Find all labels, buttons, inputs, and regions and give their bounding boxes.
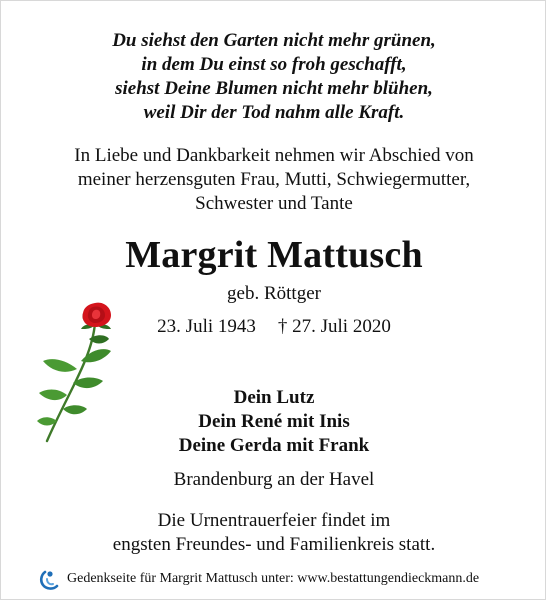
poem-line-2: in dem Du einst so froh geschafft, — [141, 54, 407, 75]
poem-line-1: Du siehst den Garten nicht mehr grünen, — [112, 30, 436, 51]
mourner-2: Dein René mit Inis — [198, 411, 350, 432]
intro-line-1: In Liebe und Dankbarkeit nehmen wir Abschied von — [74, 145, 474, 166]
intro-line-3: Schwester und Tante — [195, 193, 353, 214]
memorial-logo-icon — [39, 568, 61, 590]
poem-line-3: siehst Deine Blumen nicht mehr blühen, — [115, 78, 433, 99]
ceremony-line-1: Die Urnentrauerfeier findet im — [157, 510, 391, 531]
place: Brandenburg an der Havel — [173, 469, 375, 490]
memorial-footer — [39, 567, 479, 591]
birth-name: geb. Röttger — [227, 283, 321, 304]
deceased-name: Margrit Mattusch — [125, 234, 423, 276]
birth-date: 23. Juli 1943 — [157, 316, 256, 337]
mourner-3: Deine Gerda mit Frank — [178, 435, 370, 456]
memorial-link[interactable]: Gedenkseite für Margrit Mattusch unter: www.bestattungendieckmann.de — [67, 571, 480, 586]
intro-line-2: meiner herzensguten Frau, Mutti, Schwiegermutter, — [77, 169, 471, 190]
poem-line-4: weil Dir der Tod nahm alle Kraft. — [143, 102, 405, 123]
death-date: † 27. Juli 2020 — [277, 316, 391, 337]
mourner-1: Dein Lutz — [233, 387, 315, 408]
ceremony-line-2: engsten Freundes- und Familienkreis statt. — [112, 534, 436, 555]
